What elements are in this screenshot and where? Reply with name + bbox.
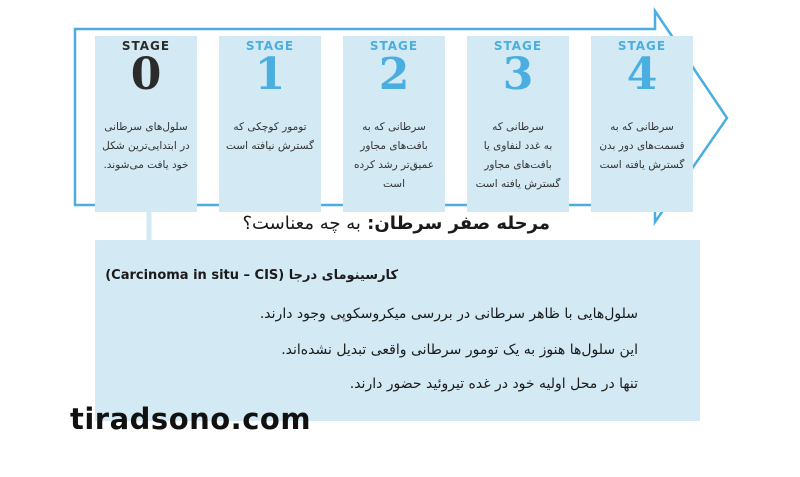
definition-line-2: این سلول‌ها هنوز به یک تومور سرطانی واقعی تبدیل نشده‌اند. [281, 342, 638, 358]
definition-panel [95, 240, 700, 421]
stage-3-box [467, 36, 569, 212]
stage-2-description: سرطانی که به بافت‌های مجاور عمیق‌تر رشد کرده است [353, 121, 434, 190]
stage-3-description: سرطانی که به غدد لنفاوی یا بافت‌های مجاور گسترش یافته است [475, 121, 561, 190]
stage-1-label: STAGE [245, 39, 295, 53]
stage-1-number: 1 [254, 49, 286, 100]
heading-bold: مرحله صفر سرطان: [367, 213, 550, 234]
stage-0-number: 0 [130, 49, 162, 100]
stage-4-box [591, 36, 693, 212]
stage-0-description: سلول‌های سرطانی در ابتدایی‌ترین شکل خود یافت می‌شوند. [102, 121, 190, 171]
stage-2-box [343, 36, 445, 212]
stage-4-description: سرطانی که به قسمت‌های دور بدن گسترش یافته است [599, 121, 685, 171]
stage-3-label: STAGE [493, 39, 543, 53]
definition-line-1: سلول‌هایی با ظاهر سرطانی در بررسی میکروسکوپی وجود دارند. [259, 306, 638, 322]
panel-title: کارسینومای درجا (Carcinoma in situ – CIS) [105, 268, 398, 283]
section-heading [240, 213, 554, 234]
stage-2-number: 2 [378, 49, 410, 100]
stage-0-label: STAGE [121, 39, 171, 53]
heading-plain: به چه معناست؟ [242, 213, 361, 234]
stage-1-description: تومور کوچکی که گسترش نیافته است [226, 121, 314, 152]
stage-3-number: 3 [502, 49, 534, 100]
definition-line-3: تنها در محل اولیه خود در غده تیروئید حضور دارند. [349, 376, 638, 392]
stage-1-box [219, 36, 321, 212]
site-watermark: tiradsono.com [70, 402, 312, 436]
stage-4-label: STAGE [617, 39, 667, 53]
stage-0-box [95, 36, 197, 212]
stage-2-label: STAGE [369, 39, 419, 53]
stage-4-number: 4 [626, 49, 658, 100]
